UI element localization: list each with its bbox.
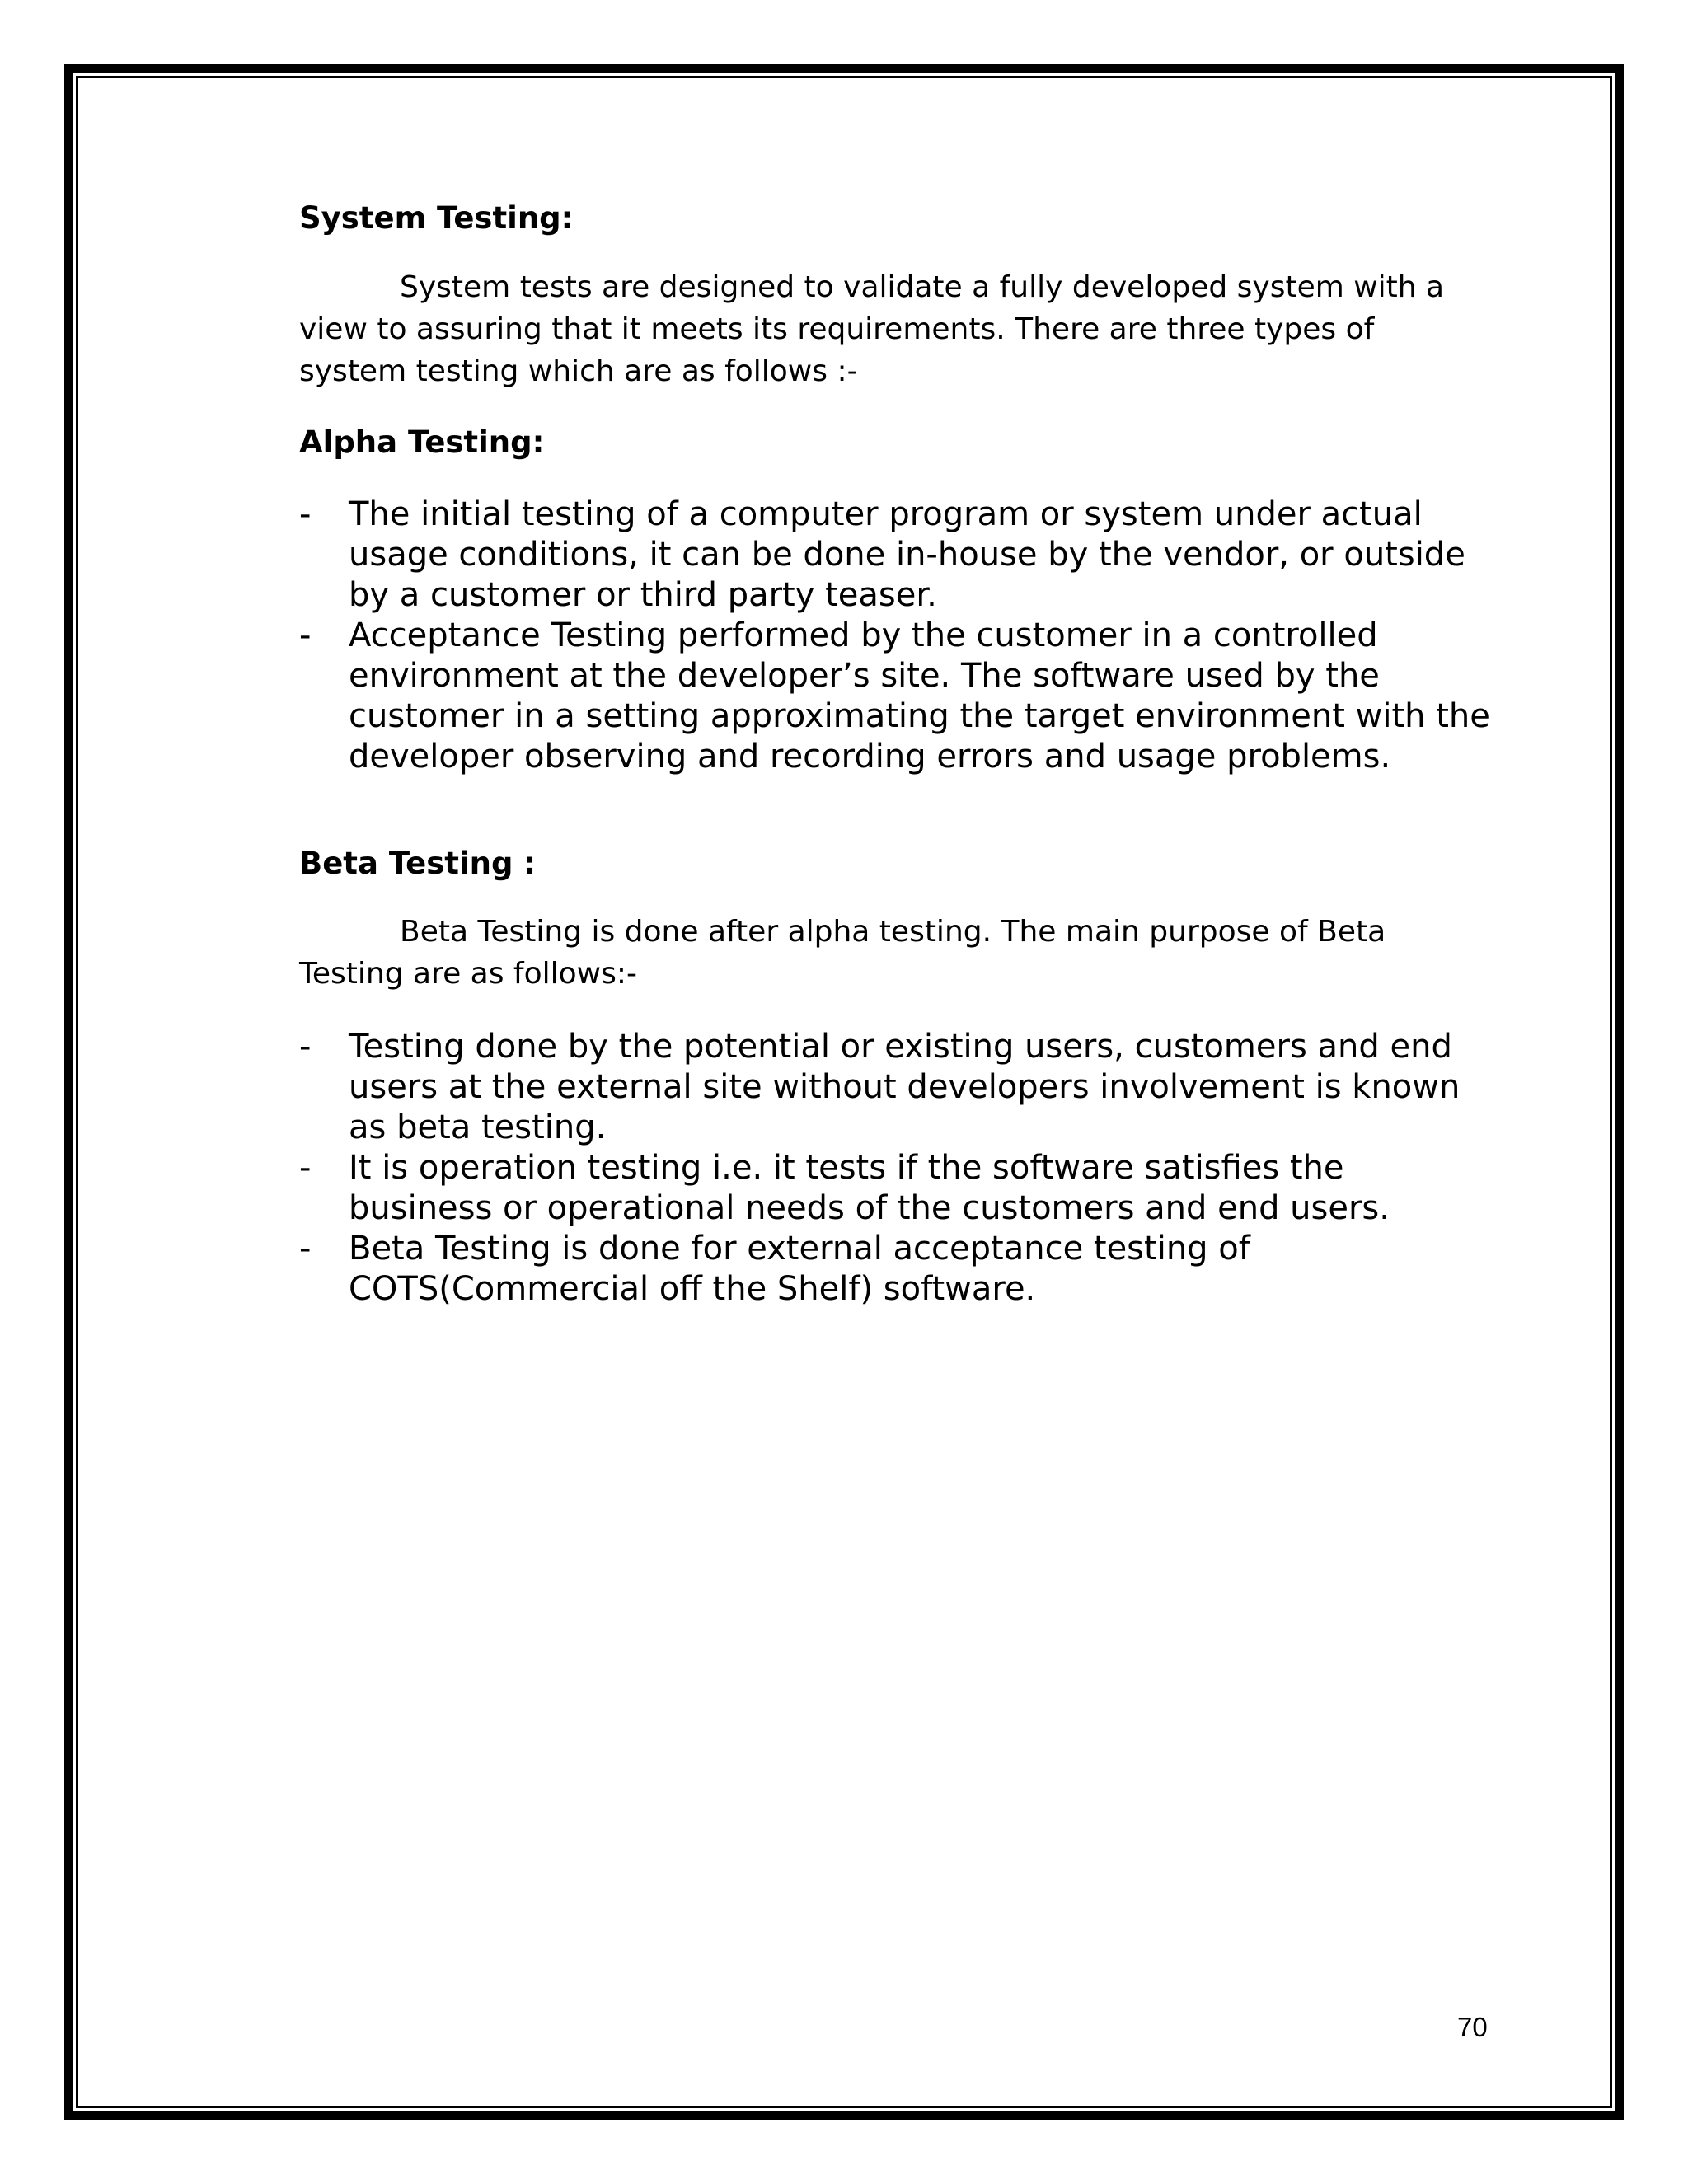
bullet-dash: - [299,1149,312,1187]
bullet-dash: - [299,1230,312,1268]
system-testing-paragraph [299,266,1478,392]
list-item-text: It is operation testing i.e. it tests if the software satisfies the business or operational needs of the customers and end users. [349,1149,1390,1227]
beta-testing-paragraph [299,911,1478,995]
bullet-dash: - [299,495,312,533]
beta-testing-heading: Beta Testing : [299,846,537,881]
page-number: 70 [1457,2012,1488,2042]
list-item-text: Testing done by the potential or existing users, customers and end users at the external site without developers involvement is known as beta testing. [349,1028,1461,1146]
list-item [299,1229,1494,1310]
list-item [299,1027,1494,1148]
list-item-text: Beta Testing is done for external acceptance testing of COTS(Commercial off the Shelf) software. [349,1230,1250,1308]
beta-testing-list [299,1027,1494,1310]
list-item-text: Acceptance Testing performed by the customer in a controlled environment at the developer’s site. The software used by the customer in a setting approximating the target environment with the developer observing and recording errors and usage problems. [349,616,1490,776]
system-testing-heading: System Testing: [299,200,574,236]
list-item-text: The initial testing of a computer program or system under actual usage conditions, it can be done in-house by the vendor, or outside by a customer or third party teaser. [349,495,1465,614]
bullet-dash: - [299,616,312,654]
beta-testing-paragraph-text: Beta Testing is done after alpha testing. The main purpose of Beta Testing are as follows:- [299,915,1386,991]
alpha-testing-list [299,494,1494,777]
bullet-dash: - [299,1028,312,1066]
list-item [299,494,1494,616]
list-item [299,616,1494,777]
alpha-testing-heading: Alpha Testing: [299,424,545,460]
system-testing-paragraph-text: System tests are designed to validate a fully developed system with a view to assuring that it meets its requirements. There are three types of system testing which are as follows :- [299,270,1445,388]
list-item [299,1148,1494,1229]
